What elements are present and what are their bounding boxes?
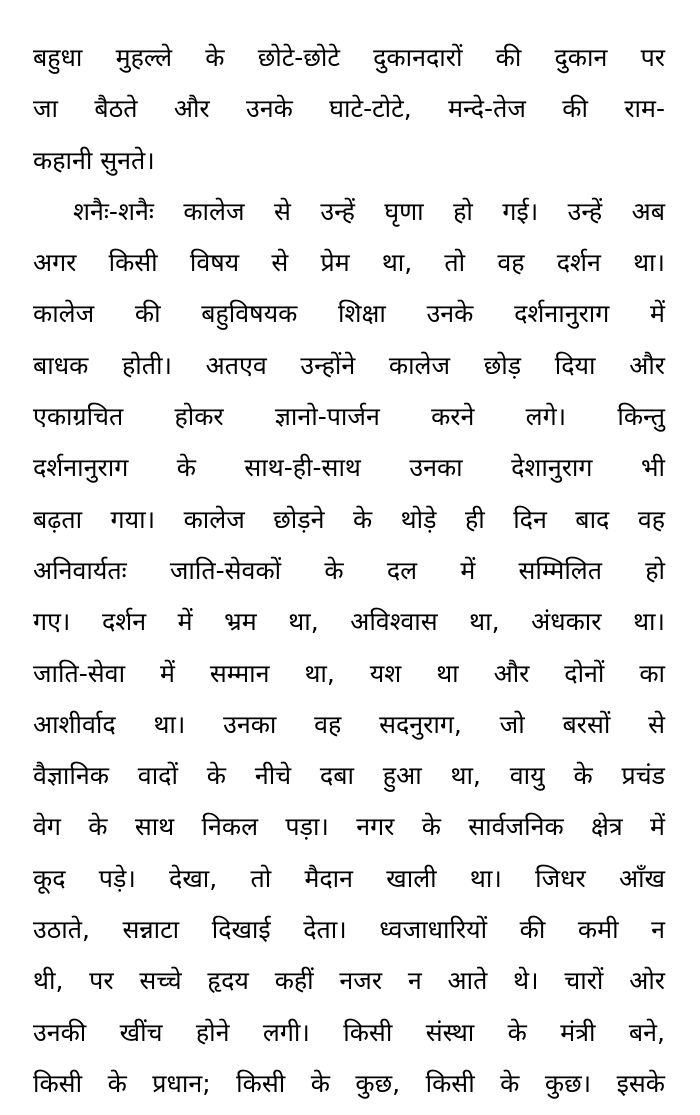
- text-line-7: बाधक होती। अतएव उन्होंने कालेज छोड़ दिया और: [33, 350, 665, 380]
- text-line-6: कालेज की बहुविषयक शिक्षा उनके दर्शनानुराग में: [33, 299, 665, 329]
- text-line-8: एकाग्रचित होकर ज्ञानो-पार्जन करने लगे। किन्तु: [33, 402, 665, 432]
- text-line-13: जाति-सेवा में सम्मान था, यश था और दोनों का: [33, 658, 665, 688]
- text-line-2: जा बैठते और उनके घाटे-टोटे, मन्दे-तेज की राम-: [33, 94, 665, 124]
- text-line-12: गए। दर्शन में भ्रम था, अविश्वास था, अंधकार था।: [33, 607, 665, 637]
- text-line-3: कहानी सुनते।: [33, 145, 155, 175]
- text-line-19: थी, पर सच्चे हृदय कहीं नजर न आते थे। चारों ओर: [33, 966, 665, 996]
- text-line-10: बढ़ता गया। कालेज छोड़ने के थोड़े ही दिन बाद वह: [33, 504, 665, 534]
- text-line-15: वैज्ञानिक वादों के नीचे दबा हुआ था, वायु के प्रचंड: [33, 761, 665, 791]
- text-line-18: उठाते, सन्नाटा दिखाई देता। ध्वजाधारियों की कमी न: [33, 915, 665, 945]
- text-line-4: शनैः-शनैः कालेज से उन्हें घृणा हो गई। उन्हें अब: [73, 196, 665, 226]
- text-line-5: अगर किसी विषय से प्रेम था, तो वह दर्शन था।: [33, 248, 665, 278]
- text-line-14: आशीर्वाद था। उनका वह सदनुराग, जो बरसों से: [33, 709, 665, 739]
- document-page: [33, 38, 665, 1115]
- text-line-17: कूद पड़े। देखा, तो मैदान खाली था। जिधर आँख: [33, 863, 665, 893]
- text-line-21: किसी के प्रधान; किसी के कुछ, किसी के कुछ। इसके: [33, 1068, 665, 1098]
- text-line-20: उनकी खींच होने लगी। किसी संस्था के मंत्री बने,: [33, 1017, 665, 1047]
- text-line-1: बहुधा मुहल्ले के छोटे-छोटे दुकानदारों की दुकान पर: [33, 43, 665, 72]
- text-line-11: अनिवार्यतः जाति-सेवकों के दल में सम्मिलित हो: [33, 555, 665, 585]
- text-line-9: दर्शनानुराग के साथ-ही-साथ उनका देशानुराग भी: [33, 453, 665, 483]
- text-line-16: वेग के साथ निकल पड़ा। नगर के सार्वजनिक क्षेत्र में: [33, 812, 665, 842]
